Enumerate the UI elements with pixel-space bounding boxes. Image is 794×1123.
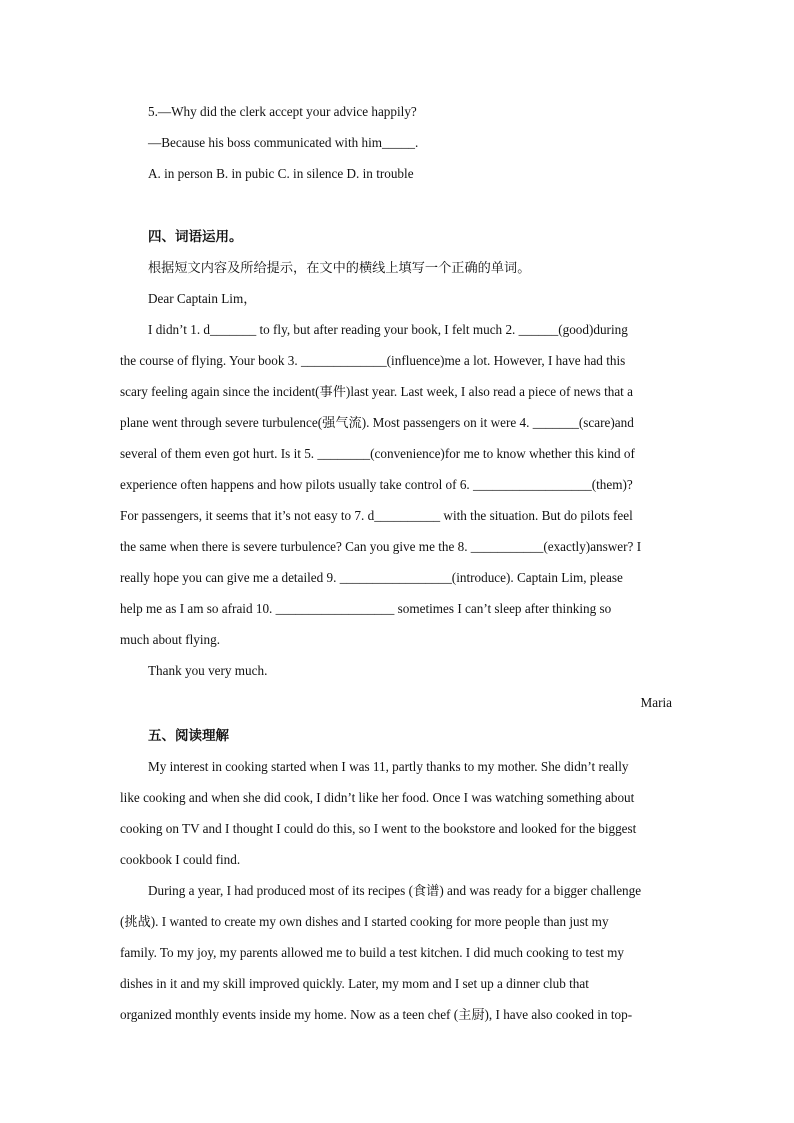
q5-question: 5.—Why did the clerk accept your advice happily? — [148, 104, 417, 119]
letter-line: For passengers, it seems that it’s not easy to 7. d__________ with the situation. But do pilots feel — [120, 508, 633, 523]
q5-options: A. in person B. in pubic C. in silence D. in trouble — [148, 166, 414, 181]
section4-instruction: 根据短文内容及所给提示，在文中的横线上填写一个正确的单词。 — [148, 260, 531, 275]
letter-line: the course of flying. Your book 3. _____________(influence)me a lot. However, I have had this — [120, 353, 626, 368]
letter-greeting: Dear Captain Lim， — [148, 291, 257, 306]
letter-closing: Thank you very much. — [148, 663, 268, 678]
reading-line: (挑战). I wanted to create my own dishes and I started cooking for more people than just my — [120, 914, 609, 929]
letter-signature: Maria — [640, 695, 672, 710]
section5-heading: 五、阅读理解 — [148, 728, 229, 743]
reading-line: family. To my joy, my parents allowed me to build a test kitchen. I did much cooking to test my — [120, 945, 625, 960]
reading-line: My interest in cooking started when I was 11, partly thanks to my mother. She didn’t really — [148, 759, 629, 774]
letter-line: help me as I am so afraid 10. __________________ sometimes I can’t sleep after thinking so — [120, 601, 612, 616]
letter-line: experience often happens and how pilots usually take control of 6. __________________(them)? — [120, 477, 633, 492]
reading-line: cooking on TV and I thought I could do this, so I went to the bookstore and looked for the biggest — [120, 821, 637, 836]
q5-answer-line: —Because his boss communicated with him_____. — [148, 135, 419, 150]
reading-line: cookbook I could find. — [120, 852, 241, 867]
reading-line: like cooking and when she did cook, I didn’t like her food. Once I was watching something about — [120, 790, 635, 805]
reading-line: During a year, I had produced most of its recipes (食谱) and was ready for a bigger challenge — [148, 883, 642, 898]
section4-heading: 四、词语运用。 — [148, 229, 243, 244]
letter-line: really hope you can give me a detailed 9. _________________(introduce). Captain Lim, please — [120, 570, 623, 585]
letter-line: several of them even got hurt. Is it 5. ________(convenience)for me to know whether this kind of — [120, 446, 635, 461]
letter-line: plane went through severe turbulence(强气流). Most passengers on it were 4. _______(scare)and — [120, 415, 634, 430]
letter-line: much about flying. — [120, 632, 220, 647]
reading-line: organized monthly events inside my home. Now as a teen chef (主厨), I have also cooked in top- — [120, 1007, 633, 1022]
letter-line: I didn’t 1. d_______ to fly, but after reading your book, I felt much 2. ______(good)during — [148, 322, 628, 337]
letter-line: scary feeling again since the incident(事件)last year. Last week, I also read a piece of news that a — [120, 384, 633, 399]
reading-line: dishes in it and my skill improved quickly. Later, my mom and I set up a dinner club that — [120, 976, 589, 991]
letter-line: the same when there is severe turbulence? Can you give me the 8. ___________(exactly)answer? I — [120, 539, 642, 554]
